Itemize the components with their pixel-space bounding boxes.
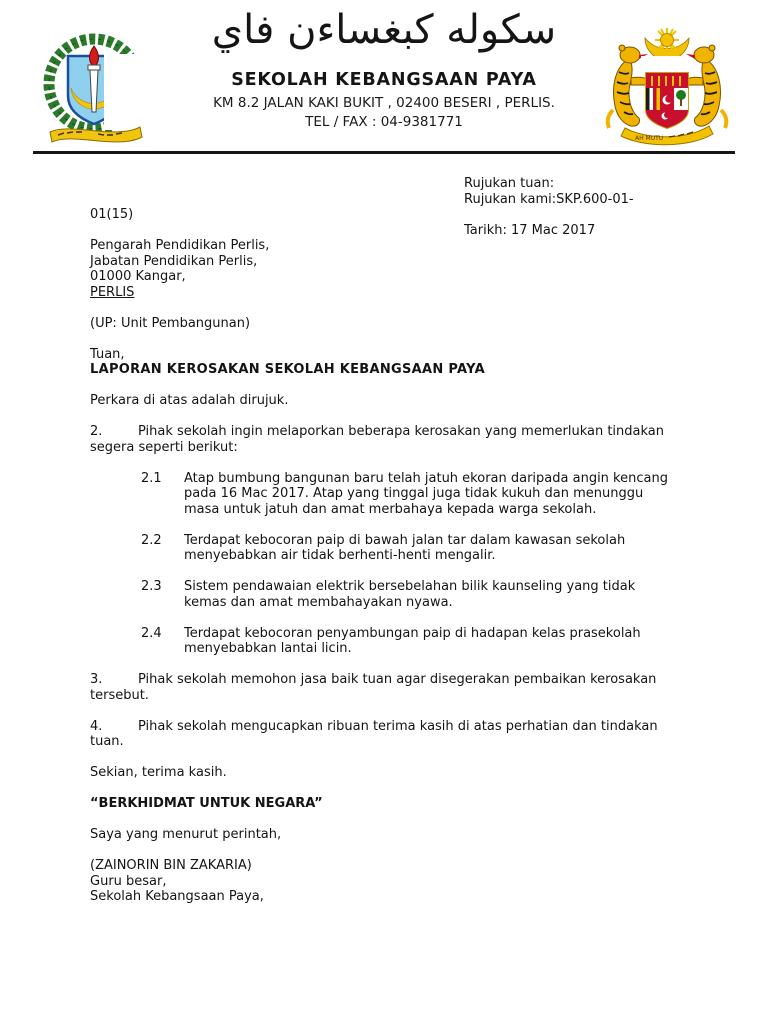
ref-tuan-label: Rujukan tuan: [464, 176, 555, 191]
paragraph-3 [90, 672, 674, 703]
ref-kami-wrap-line [90, 207, 674, 223]
recipient-block [90, 238, 674, 300]
subject-line: LAPORAN KEROSAKAN SEKOLAH KEBANGSAAN PAYA [90, 362, 485, 377]
recipient-line: 01000 Kangar, [90, 269, 186, 284]
damage-item-number: 2.2 [141, 532, 162, 548]
recipient-line: Pengarah Pendidikan Perlis, [90, 238, 270, 253]
damage-item [141, 626, 674, 657]
damage-item-text: Terdapat kebocoran penyambungan paip di hadapan kelas prasekolah menyebabkan lantai licin. [184, 625, 641, 656]
signatory-org: Sekolah Kebangsaan Paya, [90, 889, 264, 904]
letter-date: Tarikh: 17 Mac 2017 [464, 222, 596, 238]
recipient-line: Jabatan Pendidikan Perlis, [90, 253, 258, 269]
jawi-school-title: سكوله كبغساءن فاي [211, 7, 557, 53]
paragraph-3-text: Pihak sekolah memohon jasa baik tuan agar disegerakan pembaikan kerosakan tersebut. [90, 672, 657, 703]
ref-kami-line [90, 192, 674, 208]
signatory-title: Guru besar, [90, 873, 167, 889]
damage-item-number: 2.3 [141, 579, 162, 594]
closing-line: Sekian, terima kasih. [90, 765, 227, 780]
signatory-name: (ZAINORIN BIN ZAKARIA) [90, 858, 252, 873]
school-address: KM 8.2 JALAN KAKI BUKIT , 02400 BESERI , PERLIS. [213, 95, 555, 111]
damage-item-text: Terdapat kebocoran paip di bawah jalan tar dalam kawasan sekolah menyebabkan air tidak berhenti-henti mengalir. [184, 532, 626, 563]
school-name: SEKOLAH KEBANGSAAN PAYA [231, 70, 537, 90]
paragraph-2-number: 2. [90, 424, 103, 439]
ref-kami-wrap: 01(15) [90, 207, 134, 222]
paragraph-3-number: 3. [90, 672, 103, 687]
salutation: Tuan, [90, 346, 125, 362]
damage-item-text: Atap bumbung bangunan baru telah jatuh ekoran daripada angin kencang pada 16 Mac 2017. Atap yang tinggal juga tidak kukuh dan menunggu masa untuk jatuh dan amat merbahaya kepada warga sekolah. [184, 470, 668, 517]
attention-line: (UP: Unit Pembangunan) [90, 315, 251, 331]
damage-item-text: Sistem pendawaian elektrik bersebelahan bilik kaunseling yang tidak kemas dan amat membahayakan nyawa. [184, 579, 636, 610]
paragraph-1: Perkara di atas adalah dirujuk. [90, 393, 289, 408]
date-line [90, 223, 674, 239]
sign-off-line: Saya yang menurut perintah, [90, 827, 282, 842]
letter-body [90, 176, 674, 905]
signature-block [90, 858, 674, 905]
recipient-state: PERLIS [90, 284, 135, 300]
paragraph-4-text: Pihak sekolah mengucapkan ribuan terima kasih di atas perhatian dan tindakan tuan. [90, 718, 658, 749]
school-telfax: TEL / FAX : 04-9381771 [305, 114, 463, 130]
paragraph-2 [90, 424, 674, 455]
ref-kami-value: Rujukan kami:SKP.600-01- [464, 191, 634, 207]
damage-item [141, 471, 674, 518]
paragraph-2-text: Pihak sekolah ingin melaporkan beberapa kerosakan yang memerlukan tindakan segera seperti berikut: [90, 424, 665, 455]
damage-item [141, 533, 674, 564]
national-motto: “BERKHIDMAT UNTUK NEGARA” [90, 796, 323, 811]
damage-item-number: 2.1 [141, 470, 162, 486]
damage-item [141, 579, 674, 610]
paragraph-4 [90, 719, 674, 750]
paragraph-4-number: 4. [90, 718, 103, 734]
header-divider-rule [33, 151, 735, 154]
arms-motto-text: AH MUTU [635, 135, 664, 142]
ref-tuan-line [90, 176, 674, 192]
damage-item-number: 2.4 [141, 625, 162, 641]
